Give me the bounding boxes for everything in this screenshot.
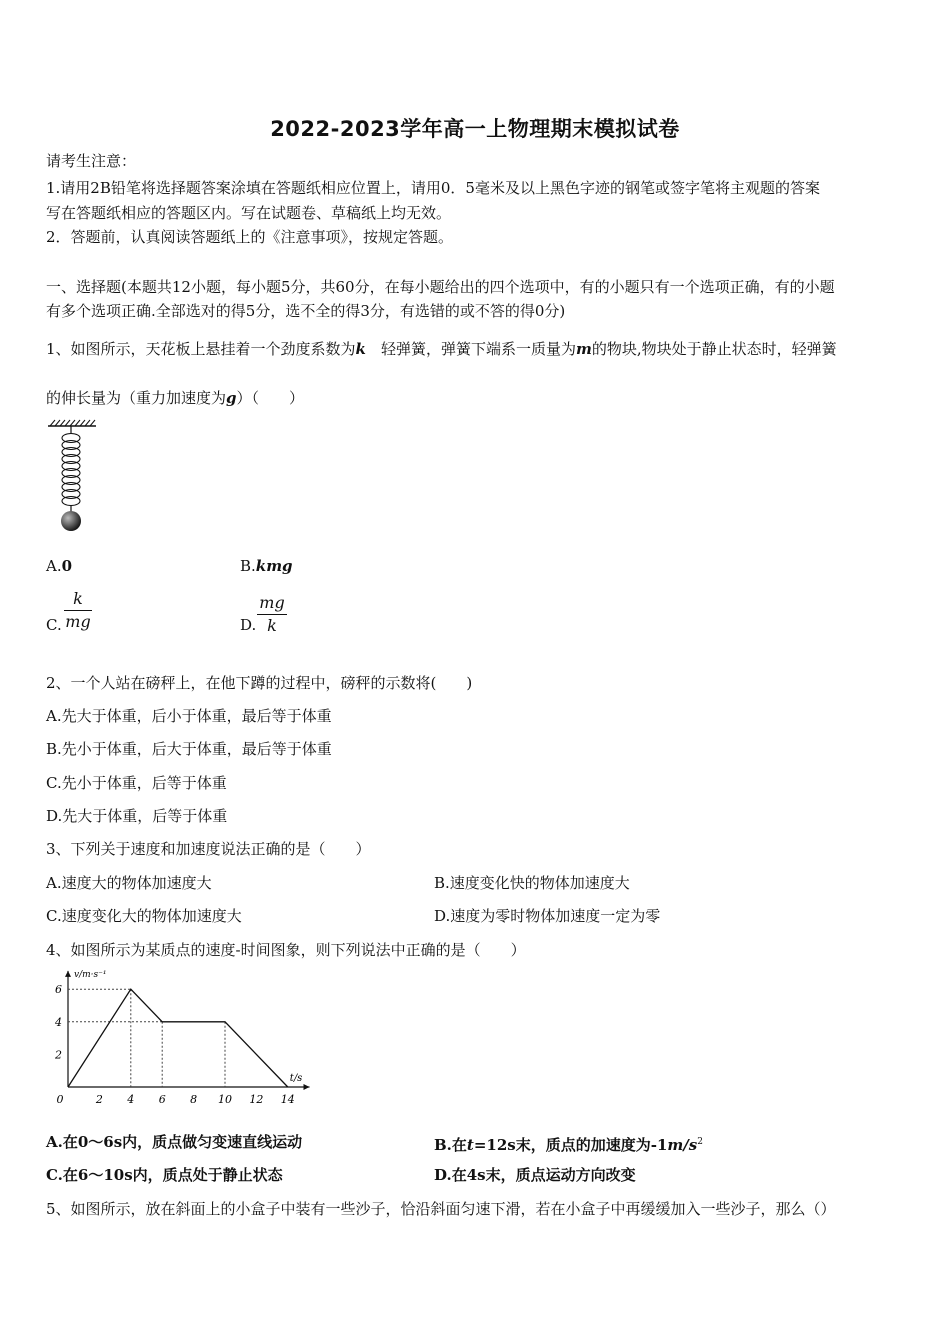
q4-option-b-a: B.在 — [434, 1136, 467, 1154]
q1-stem-b: 轻弹簧，弹簧下端系一质量为 — [380, 340, 576, 358]
q1-stem2-b: ）（ ） — [236, 389, 305, 407]
q4-option-a[interactable]: A.在0～6s内，质点做匀变速直线运动 — [46, 1133, 303, 1151]
q2-option-a[interactable]: A.先大于体重，后小于体重，最后等于体重 — [46, 707, 332, 725]
q1-var-g: g — [226, 389, 237, 407]
q5-stem: 5、如图所示，放在斜面上的小盒子中装有一些沙子，恰沿斜面匀速下滑，若在小盒子中再缓缓加入一些沙子，那么（） — [46, 1200, 836, 1218]
velocity-series-line — [68, 989, 288, 1087]
q1-option-c-numerator: k — [73, 589, 83, 608]
notice-line1b: 写在答题纸相应的答题区内。写在试题卷、草稿纸上均无效。 — [46, 204, 452, 222]
q1-option-d-denominator: k — [267, 616, 277, 635]
q1-option-b[interactable] — [240, 556, 293, 576]
x-axis-arrow — [304, 1084, 310, 1090]
notice-line1: 1.请用2B铅笔将选择题答案涂填在答题纸相应位置上，请用0．5毫米及以上黑色字迹的钢笔或签字笔将主观题的答案 — [46, 179, 820, 197]
notice-heading: 请考生注意： — [46, 152, 137, 170]
x-tick-label: 8 — [190, 1093, 198, 1106]
x-tick-label: 4 — [127, 1093, 135, 1106]
q4-option-b[interactable] — [434, 1132, 703, 1155]
fraction-bar — [257, 614, 287, 615]
spring-figure — [44, 420, 104, 538]
q1-stem2-a: 的伸长量为（重力加速度为 — [46, 389, 227, 407]
q1-option-c-denominator: mg — [65, 612, 91, 631]
q3-option-d[interactable]: D.速度为零时物体加速度一定为零 — [434, 907, 661, 925]
x-tick-label: 12 — [249, 1093, 264, 1106]
y-tick-label: 6 — [55, 983, 62, 997]
q1-option-a[interactable] — [46, 556, 72, 576]
q1-option-c-fraction — [64, 589, 92, 632]
notice-line2: 2．答题前，认真阅读答题纸上的《注意事项》，按规定答题。 — [46, 228, 454, 246]
x-tick-label: 6 — [158, 1093, 166, 1106]
q3-option-a[interactable]: A.速度大的物体加速度大 — [46, 874, 212, 892]
q2-option-d[interactable]: D.先大于体重，后等于体重 — [46, 807, 228, 825]
q3-option-c[interactable]: C.速度变化大的物体加速度大 — [46, 907, 242, 925]
q1-option-b-label: B. — [240, 557, 256, 575]
y-tick-label: 4 — [55, 1015, 62, 1029]
q1-option-d-label[interactable]: D. — [240, 616, 257, 634]
q1-option-c-label[interactable]: C. — [46, 616, 62, 634]
y-axis-arrow — [65, 971, 71, 977]
section1-line2: 有多个选项正确.全部选对的得5分，选不全的得3分，有选错的或不答的得0分) — [46, 302, 566, 320]
x-tick-label: 0 — [56, 1093, 64, 1106]
q1-var-k: k — [355, 340, 366, 358]
y-axis-label: v/m·s⁻¹ — [74, 969, 107, 980]
q1-option-b-value: kmg — [255, 557, 293, 575]
q1-option-a-value: 0 — [61, 557, 73, 575]
q4-option-b-t: t — [466, 1136, 474, 1154]
q4-option-b-unit: m/s — [667, 1136, 698, 1154]
fraction-bar — [64, 610, 92, 611]
q3-stem: 3、下列关于速度和加速度说法正确的是（ ） — [46, 840, 371, 858]
q1-stem-c: 的物块,物块处于静止状态时，轻弹簧 — [591, 340, 837, 358]
section1-line1: 一、选择题(本题共12小题，每小题5分，共60分，在每小题给出的四个选项中，有的小题只有一个选项正确，有的小题 — [46, 278, 835, 296]
x-axis-label: t/s — [289, 1073, 303, 1084]
q2-option-c[interactable]: C.先小于体重，后等于体重 — [46, 774, 227, 792]
q1-var-m: m — [575, 340, 592, 358]
q2-stem: 2、一个人站在磅秤上，在他下蹲的过程中，磅秤的示数将( ) — [46, 674, 473, 692]
y-tick-label: 2 — [55, 1048, 62, 1062]
q4-option-d[interactable]: D.在4s末，质点运动方向改变 — [434, 1166, 636, 1184]
q1-stem-line2 — [46, 388, 304, 408]
q1-option-d-numerator: mg — [259, 593, 285, 612]
velocity-time-chart — [40, 969, 310, 1110]
q4-option-b-b: =12s末，质点的加速度为-1 — [473, 1136, 668, 1154]
q4-stem: 4、如图所示为某质点的速度-时间图象，则下列说法中正确的是（ ） — [46, 941, 526, 959]
q4-option-b-sup: 2 — [697, 1137, 703, 1147]
q1-stem-a: 1、如图所示，天花板上悬挂着一个劲度系数为 — [46, 340, 356, 358]
q1-option-d-fraction — [257, 593, 287, 636]
x-tick-label: 10 — [218, 1093, 232, 1106]
x-tick-label: 14 — [280, 1093, 295, 1106]
q1-option-a-label: A. — [46, 557, 62, 575]
q1-stem-line1 — [46, 339, 837, 359]
q3-option-b[interactable]: B.速度变化快的物体加速度大 — [434, 874, 630, 892]
q4-option-c[interactable]: C.在6～10s内，质点处于静止状态 — [46, 1166, 283, 1184]
x-tick-label: 2 — [95, 1093, 103, 1106]
page-title: 2022-2023学年高一上物理期末模拟试卷 — [270, 117, 680, 141]
q2-option-b[interactable]: B.先小于体重，后大于体重，最后等于体重 — [46, 740, 332, 758]
